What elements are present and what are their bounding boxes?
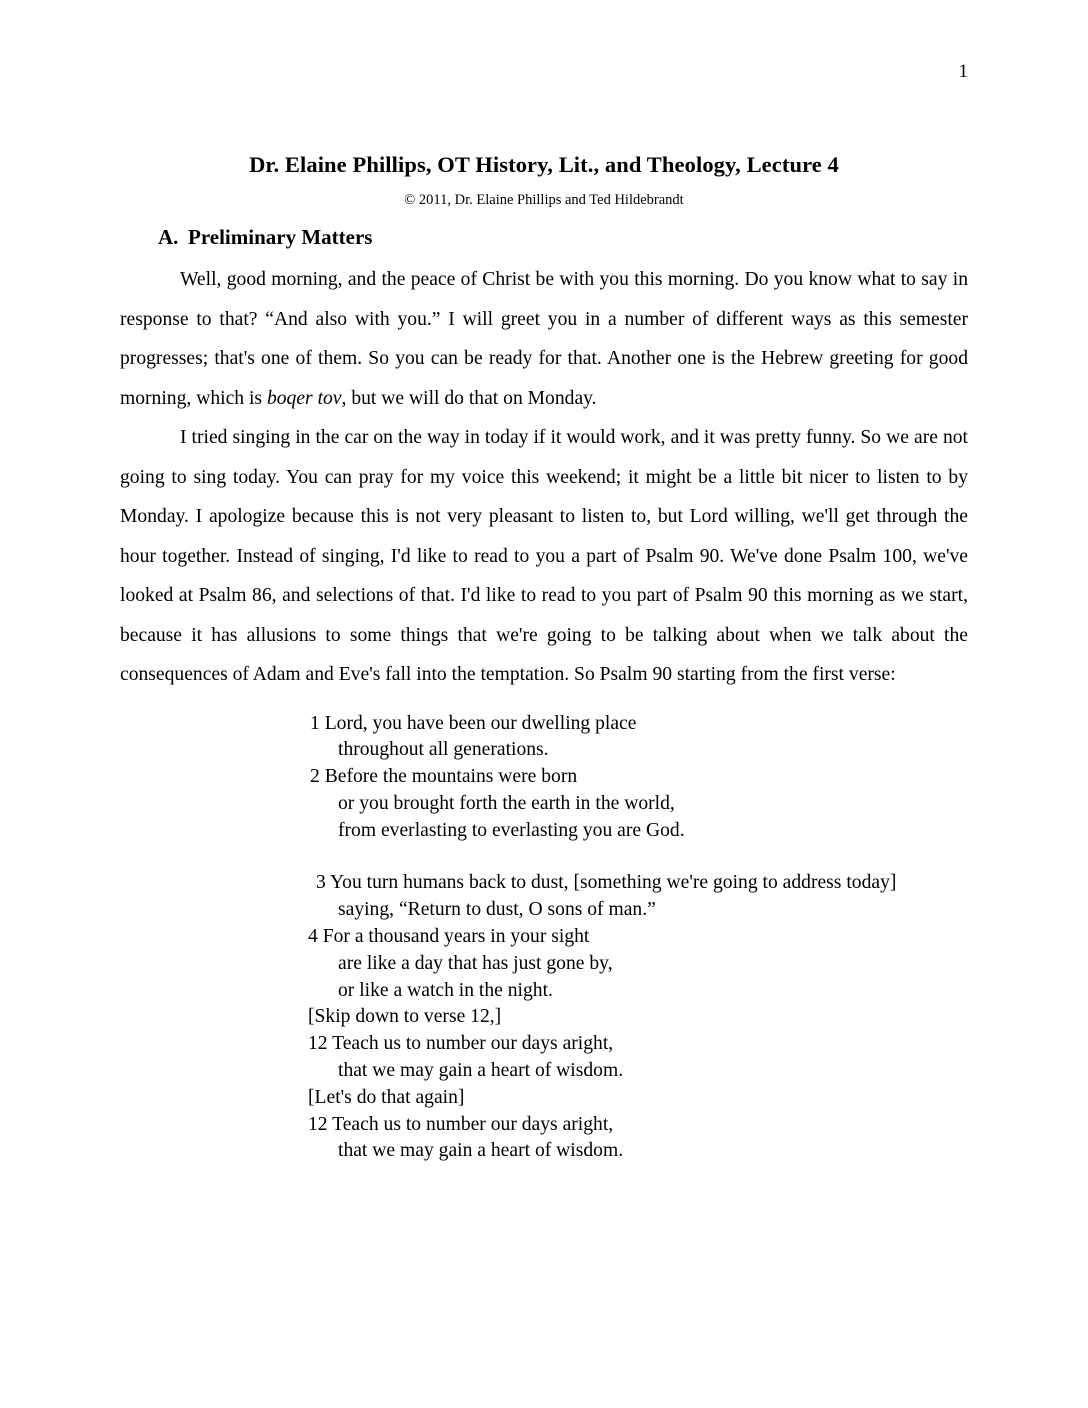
section-heading: [158, 225, 968, 250]
copyright-line: © 2011, Dr. Elaine Phillips and Ted Hildebrandt: [404, 192, 684, 208]
verse-line: that we may gain a heart of wisdom.: [338, 1140, 624, 1162]
section-title: Preliminary Matters: [188, 225, 373, 249]
verse-line: or like a watch in the night.: [338, 979, 553, 1001]
section-letter: A.: [158, 225, 179, 249]
psalm-quotation: [120, 711, 968, 1166]
paragraph-1-text: Well, good morning, and the peace of Christ be with you this morning. Do you know what to say in response to that? “And also with you.” I will greet you in a number of different ways as this semester progresses; that's one of them. So you can be ready for that. Another one is the Hebrew greeting for good morning, which is: [120, 269, 968, 409]
verse-line: 1 Lord, you have been our dwelling place: [310, 712, 637, 734]
document-title: Dr. Elaine Phillips, OT History, Lit., and Theology, Lecture 4: [249, 152, 839, 177]
verse-line: 4 For a thousand years in your sight: [308, 926, 590, 948]
verse-line: [Skip down to verse 12,]: [308, 1006, 502, 1028]
verse-line: or you brought forth the earth in the world,: [338, 792, 675, 814]
verse-line: that we may gain a heart of wisdom.: [338, 1060, 624, 1082]
paragraph-group: [120, 260, 968, 695]
verse-line: [Let's do that again]: [308, 1086, 465, 1108]
verse-line: 12 Teach us to number our days aright,: [308, 1033, 614, 1055]
page-number: 1: [958, 61, 968, 82]
verse-line: are like a day that has just gone by,: [338, 952, 613, 974]
verse-line: saying, “Return to dust, O sons of man.”: [338, 899, 656, 921]
verse-spacer: [120, 844, 968, 870]
verse-line: from everlasting to everlasting you are God.: [338, 819, 685, 841]
paragraph-1-italic-phrase: boqer tov: [266, 387, 342, 409]
verse-line: 2 Before the mountains were born: [310, 766, 578, 788]
paragraph-1-tail: , but we will do that on Monday.: [341, 387, 597, 409]
paragraph-2: I tried singing in the car on the way in today if it would work, and it was pretty funny. So we are not going to sing today. You can pray for my voice this weekend; it might be a little bit nicer to listen to by Monday. I apologize because this is not very pleasant to listen to, but Lord willing, we'll get through the hour together. Instead of singing, I'd like to read to you a part of Psalm 90. We've done Psalm 100, we've looked at Psalm 86, and selections of that. I'd like to read to you part of Psalm 90 this morning as we start, because it has allusions to some things that we're going to be talking about when we talk about the consequences of Adam and Eve's fall into the temptation. So Psalm 90 starting from the first verse:: [120, 427, 968, 685]
verse-line: 12 Teach us to number our days aright,: [308, 1113, 614, 1135]
verse-line: throughout all generations.: [338, 739, 549, 761]
verse-line: 3 You turn humans back to dust, [something we're going to address today]: [316, 872, 897, 894]
paragraph-1: [120, 260, 968, 418]
